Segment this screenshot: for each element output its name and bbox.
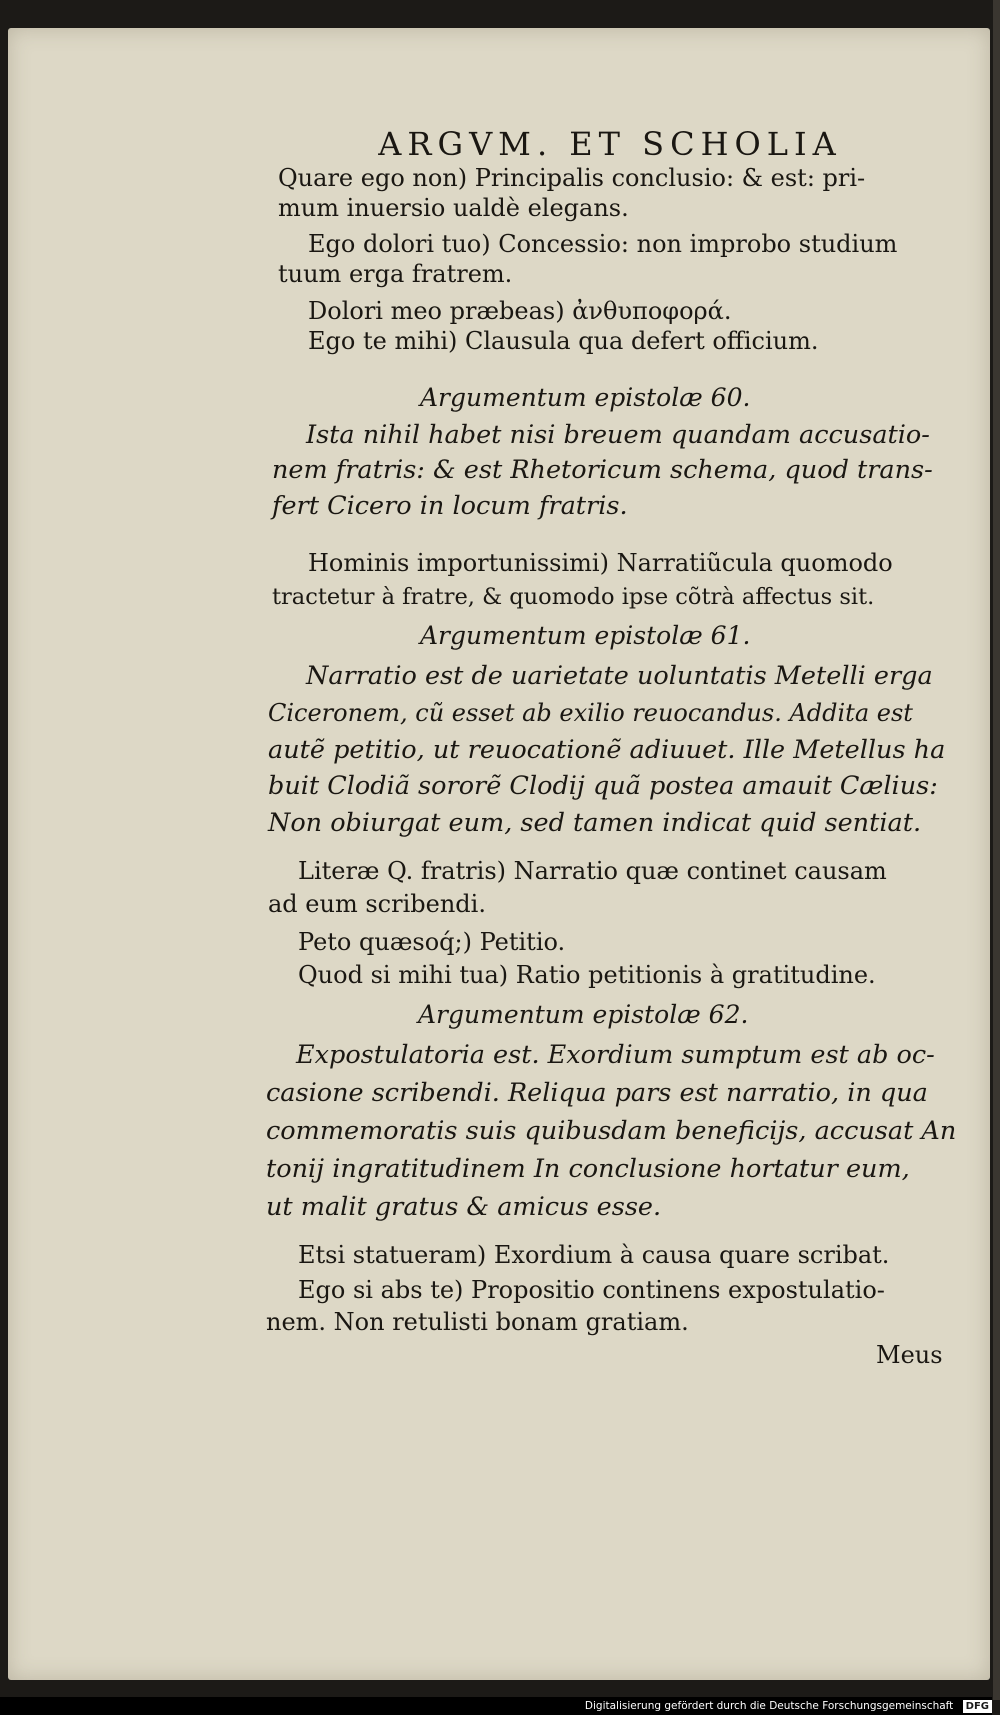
running-header: ARGVM. ET SCHOLIA <box>378 125 842 163</box>
text-line: Ista nihil habet nisi breuem quandam accusatio- <box>306 420 930 450</box>
footer-text: Digitalisierung gefördert durch die Deutsche Forschungsgemeinschaft <box>584 1700 954 1712</box>
section-heading: Argumentum epistolæ 62. <box>418 1000 749 1029</box>
section-heading: Argumentum epistolæ 60. <box>420 383 751 412</box>
text-line: Non obiurgat eum, sed tamen indicat quid sentiat. <box>268 808 922 838</box>
text-line: casione scribendi. Reliqua pars est narratio, in qua <box>266 1078 928 1108</box>
text-line: ad eum scribendi. <box>268 890 486 918</box>
text-line: tonij ingratitudinem In conclusione hortatur eum, <box>266 1154 910 1184</box>
text-line: Literæ Q. fratris) Narratio quæ continet causam <box>298 857 887 885</box>
text-line: Ego si abs te) Propositio continens expostulatio- <box>298 1276 885 1304</box>
section-heading: Argumentum epistolæ 61. <box>420 621 751 650</box>
digitization-footer <box>0 1697 992 1715</box>
text-line: tractetur à fratre, & quomodo ipse cõtrà affectus sit. <box>272 584 875 610</box>
dfg-logo: DFG <box>963 1700 992 1713</box>
text-line: Ciceronem, cũ esset ab exilio reuocandus. Addita est <box>268 699 913 727</box>
text-line: ut malit gratus & amicus esse. <box>266 1192 662 1222</box>
text-line: autẽ petitio, ut reuocationẽ adiuuet. Ille Metellus ha <box>268 735 946 765</box>
text-line: mum inuersio ualdè elegans. <box>278 194 629 222</box>
text-line: nem. Non retulisti bonam gratiam. <box>266 1308 689 1336</box>
text-line: fert Cicero in locum fratris. <box>272 491 628 521</box>
text-line: Ego te mihi) Clausula qua defert officium. <box>308 327 819 355</box>
text-line: tuum erga fratrem. <box>278 260 513 288</box>
text-line: Ego dolori tuo) Concessio: non improbo studium <box>308 230 898 258</box>
text-line: Expostulatoria est. Exordium sumptum est ab oc- <box>296 1040 935 1070</box>
text-line: commemoratis suis quibusdam beneficijs, accusat An <box>266 1116 957 1146</box>
catchword: Meus <box>876 1341 943 1369</box>
text-line: nem fratris: & est Rhetoricum schema, quod trans- <box>272 455 933 485</box>
text-line: Narratio est de uarietate uoluntatis Metelli erga <box>306 661 933 691</box>
text-line: Quare ego non) Principalis conclusio: & est: pri- <box>278 164 866 192</box>
text-line: Etsi statueram) Exordium à causa quare scribat. <box>298 1241 890 1269</box>
text-line: Dolori meo præbeas) ἀνθυποφορά. <box>308 297 732 325</box>
text-line: Quod si mihi tua) Ratio petitionis à gratitudine. <box>298 961 876 989</box>
scan-edge <box>993 0 1000 1700</box>
text-line: Peto quæsoq́;) Petitio. <box>298 928 566 956</box>
text-line: buit Clodiã sororẽ Clodij quã postea amauit Cælius: <box>268 771 938 801</box>
text-line: Hominis importunissimi) Narratiũcula quomodo <box>308 549 893 577</box>
